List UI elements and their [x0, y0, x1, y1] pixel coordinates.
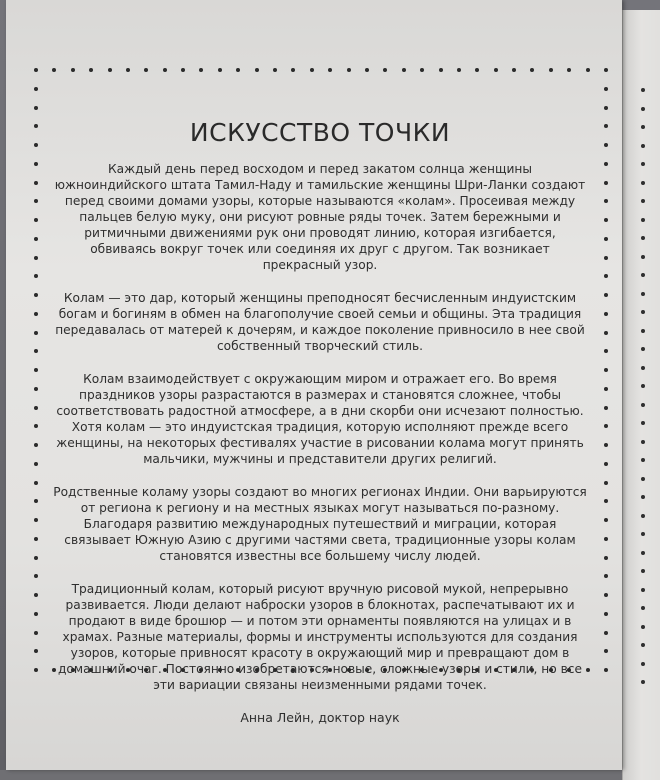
border-dot [163, 68, 167, 72]
border-dot [530, 68, 534, 72]
border-dot [604, 499, 608, 503]
next-page-dot [641, 292, 645, 296]
article [50, 118, 590, 725]
border-dot [34, 68, 38, 72]
next-page-dot [641, 514, 645, 518]
next-page-dot [641, 125, 645, 129]
border-dot [604, 293, 608, 297]
next-page-dot [641, 255, 645, 259]
border-dot [310, 68, 314, 72]
border-dot [347, 68, 351, 72]
border-dot [420, 68, 424, 72]
border-dot [383, 68, 387, 72]
border-dot [549, 68, 553, 72]
border-dot [604, 518, 608, 522]
border-dot [34, 349, 38, 353]
next-page-dot [641, 273, 645, 277]
paragraph-5: Традиционный колам, который рисуют вручную рисовой мукой, непрерывно развивается. Люди делают наброски узоров в блокнотах, распечатывают их и продают в виде брошюр — и потом эти орнаменты появляются на улицах и в храмах. Разные материалы, формы и инструменты используются для создания узоров, которые привносят красоту в окружающий мир и превращают дом в домашний очаг. Постоянно изобретаются новые, сложные узоры и стили, но все эти вариации связаны неизменными рядами точек. [58, 582, 582, 692]
border-dot [604, 612, 608, 616]
border-dot [34, 518, 38, 522]
border-dot [34, 293, 38, 297]
border-dot [218, 68, 222, 72]
next-page-dot [641, 551, 645, 555]
border-dot [236, 68, 240, 72]
border-dot [34, 387, 38, 391]
border-dot [604, 331, 608, 335]
border-dot [604, 349, 608, 353]
next-page-dot [641, 662, 645, 666]
border-dot [34, 649, 38, 653]
border-dot [604, 312, 608, 316]
next-page-dot [641, 477, 645, 481]
next-page-dot [641, 310, 645, 314]
border-dot [512, 68, 516, 72]
border-dot [604, 649, 608, 653]
border-dot [273, 68, 277, 72]
border-dot [34, 106, 38, 110]
border-dot [34, 331, 38, 335]
next-page-dot [641, 218, 645, 222]
border-dot [34, 593, 38, 597]
border-dot [71, 68, 75, 72]
next-page-dot [641, 495, 645, 499]
next-page-dot [641, 421, 645, 425]
border-dot [34, 162, 38, 166]
border-dot [586, 68, 590, 72]
border-dot [89, 68, 93, 72]
border-dot [34, 199, 38, 203]
border-dot [604, 481, 608, 485]
border-dot [144, 68, 148, 72]
border-dot [475, 68, 479, 72]
border-dot [126, 68, 130, 72]
border-dot [34, 406, 38, 410]
border-dot [604, 218, 608, 222]
next-page-dot [641, 384, 645, 388]
border-dot [34, 481, 38, 485]
next-page-edge [622, 10, 660, 780]
border-dot [34, 556, 38, 560]
border-dot [604, 87, 608, 91]
next-page-dot [641, 440, 645, 444]
border-dot [34, 274, 38, 278]
border-dot [604, 181, 608, 185]
border-dot [604, 631, 608, 635]
border-dot [34, 424, 38, 428]
next-page-dot [641, 162, 645, 166]
border-dot [52, 68, 56, 72]
border-dot [34, 462, 38, 466]
next-page-dot [641, 347, 645, 351]
next-page-dot [641, 458, 645, 462]
border-dot [34, 143, 38, 147]
border-dot [604, 537, 608, 541]
border-dot [255, 68, 259, 72]
border-dot [604, 68, 608, 72]
border-dot [604, 406, 608, 410]
border-dot [604, 368, 608, 372]
next-page-dot [641, 403, 645, 407]
border-dot [34, 124, 38, 128]
border-dot [34, 499, 38, 503]
paragraph-4: Родственные коламу узоры создают во многих регионах Индии. Они варьируются от региона к региону и на местных языках могут называться по-разному. Благодаря развитию международных путешествий и миграции, которая связывает Южную Азию с другими частями света, традиционные узоры колам становятся известны все большему числу людей. [53, 485, 587, 563]
border-dot [604, 462, 608, 466]
border-dot [604, 443, 608, 447]
paragraph-1: Каждый день перед восходом и перед закатом солнца женщины южноиндийского штата Тамил-Наду и тамильские женщины Шри-Ланки создают перед своими домами узоры, которые называются «колам». Просеивая между пальцев белую муку, они рисуют ровные ряды точек. Затем бережными и ритмичными движениями рук они проводят линию, которая изгибается, обвиваясь вокруг точек или соединяя их друг с другом. Так возникает прекрасный узор. [54, 162, 586, 272]
border-dot [604, 387, 608, 391]
paragraph-3: Колам взаимодействует с окружающим миром и отражает его. Во время праздников узоры разрастаются в размерах и становятся сложнее, чтобы соответствовать радостной атмосфере, а в дни скорби они исчезают полностью. Хотя колам — это индуистская традиция, которую исполняют прежде всего женщины, на некоторых фестивалях участие в рисовании колама могут принять мальчики, мужчины и представители других религий. [56, 372, 584, 466]
border-dot [604, 237, 608, 241]
border-dot [567, 68, 571, 72]
border-dot [34, 668, 38, 672]
border-dot [604, 124, 608, 128]
border-dot [604, 593, 608, 597]
border-dot [199, 68, 203, 72]
border-dot [108, 68, 112, 72]
next-page-dot [641, 643, 645, 647]
page-title: ИСКУССТВО ТОЧКИ [189, 118, 451, 147]
next-page-dot [641, 88, 645, 92]
paragraph-2: Колам — это дар, который женщины преподносят бесчисленным индуистским богам и богиням в обмен на благополучие своей семьи и общины. Эта традиция передавалась от матерей к дочерям, и каждое поколение привносило в нее свой собственный творческий стиль. [55, 291, 585, 353]
next-page-dot [641, 606, 645, 610]
border-dot [604, 574, 608, 578]
border-dot [604, 668, 608, 672]
next-page-dot [641, 144, 645, 148]
border-dot [402, 68, 406, 72]
border-dot [34, 443, 38, 447]
border-dot [604, 162, 608, 166]
border-dot [34, 631, 38, 635]
next-page-dot [641, 199, 645, 203]
border-dot [457, 68, 461, 72]
border-dot [328, 68, 332, 72]
author-signature: Анна Лейн, доктор наук [240, 710, 400, 725]
border-dot [34, 312, 38, 316]
border-dot [291, 68, 295, 72]
border-dot [34, 237, 38, 241]
border-dot [604, 274, 608, 278]
border-dot [34, 574, 38, 578]
next-page-dot [641, 366, 645, 370]
border-dot [34, 612, 38, 616]
border-dot [604, 256, 608, 260]
border-dot [494, 68, 498, 72]
next-page-dot [641, 569, 645, 573]
border-dot [604, 199, 608, 203]
border-dot [34, 537, 38, 541]
border-dot [365, 68, 369, 72]
next-page-dot [641, 181, 645, 185]
border-dot [34, 181, 38, 185]
border-dot [34, 87, 38, 91]
next-page-dot [641, 532, 645, 536]
border-dot [439, 68, 443, 72]
border-dot [34, 256, 38, 260]
border-dot [604, 106, 608, 110]
next-page-dot [641, 329, 645, 333]
next-page-dot [641, 236, 645, 240]
border-dot [34, 368, 38, 372]
border-dot [34, 218, 38, 222]
border-dot [604, 556, 608, 560]
next-page-dot [641, 625, 645, 629]
border-dot [181, 68, 185, 72]
next-page-dot [641, 107, 645, 111]
border-dot [604, 143, 608, 147]
next-page-dot [641, 588, 645, 592]
next-page-dot [641, 680, 645, 684]
border-dot [604, 424, 608, 428]
